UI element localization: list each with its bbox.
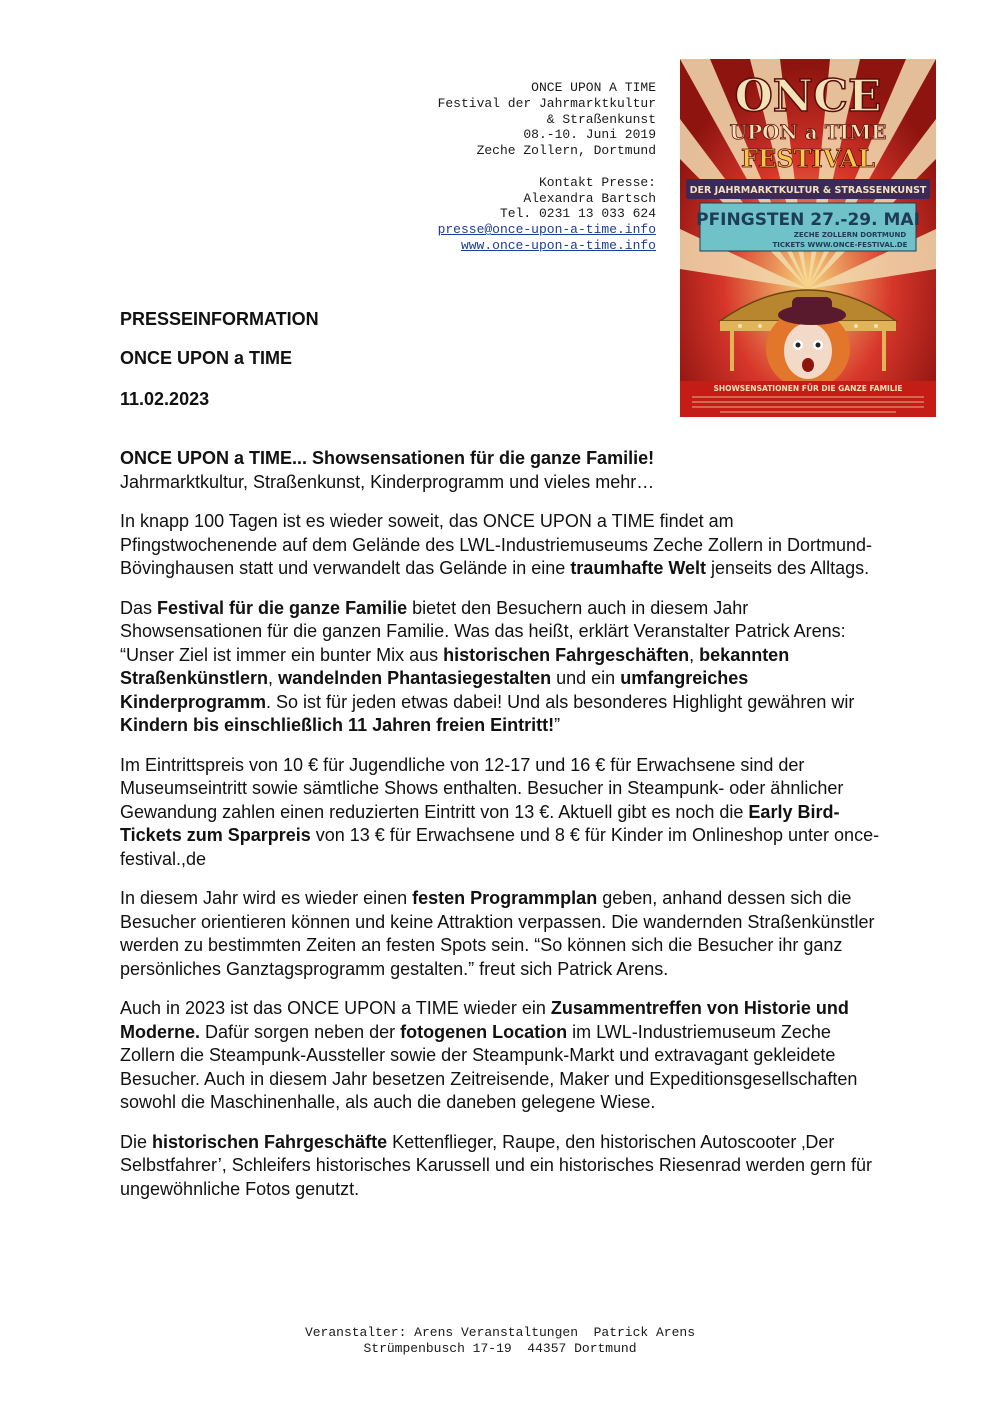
text: , xyxy=(689,644,700,665)
emphasis: festen Programmplan xyxy=(412,888,598,908)
intro-subtitle: Jahrmarktkultur, Straßenkunst, Kinderprogramm und vieles mehr… xyxy=(120,471,655,492)
emphasis: traumhafte Welt xyxy=(570,558,706,578)
poster-banner: DER JAHRMARKTKULTUR & STRASSENKUNST xyxy=(689,185,927,196)
contact-block xyxy=(380,80,656,254)
emphasis: Kindern bis einschließlich 11 Jahren freien Eintritt! xyxy=(120,715,555,735)
spacer xyxy=(380,159,656,175)
poster-tickets: TICKETS WWW.ONCE-FESTIVAL.DE xyxy=(772,241,908,249)
emphasis: historischen Fahrgeschäfte xyxy=(152,1131,388,1152)
intro-title: ONCE UPON a TIME... Showsensationen für die ganze Familie! xyxy=(120,448,655,468)
poster-artwork xyxy=(680,59,936,417)
paragraph-6 xyxy=(120,1131,890,1202)
text: . So ist für jeden etwas dabei! Und als besonderes Highlight gewähren wir xyxy=(266,691,855,712)
press-contact-label: Kontakt Presse: xyxy=(538,174,656,190)
text: Die xyxy=(120,1131,153,1152)
event-heading: ONCE UPON a TIME xyxy=(120,348,293,368)
poster-bottom-tagline: SHOWSENSATIONEN FÜR DIE GANZE FAMILIE xyxy=(713,384,903,393)
emphasis: Zusammentreffen von Historie und Moderne. xyxy=(120,998,849,1042)
text: geben, anhand dessen sich die Besucher orientieren können und keine Attraktion verpassen. Die wandernden Straßenkünstler werden zu bestimmten Zeiten an festen Spots sein. “So können sich die Besucher ihr ganz persönliches Ganztagsprogramm gestalten.” freut sich Patrick Arens. xyxy=(120,888,875,979)
press-phone: Tel. 0231 13 033 624 xyxy=(499,206,656,222)
press-contact-name: Alexandra Bartsch xyxy=(523,190,656,206)
emphasis: Festival für die ganze Familie xyxy=(157,597,408,618)
emphasis: wandelnden Phantasiegestalten xyxy=(278,668,552,688)
intro xyxy=(120,447,890,494)
text: jenseits des Alltags. xyxy=(706,558,870,578)
text: Dafür sorgen neben der xyxy=(200,1021,401,1042)
text: , xyxy=(268,668,279,688)
text: und ein xyxy=(551,668,621,688)
text: Das xyxy=(120,597,158,618)
text: Im Eintrittspreis von 10 € für Jugendliche von 12-17 und 16 € für Erwachsene sind der Museumseintritt sowie sämtliche Shows enthalten. Besucher in Steampunk- oder ähnlicher Gewandung zahlen einen reduzierten Eintritt von 13 €. Aktuell gibt es noch die xyxy=(120,754,844,822)
text: im LWL-Industriemuseum Zeche Zollern die Steampunk-Aussteller sowie der Steampunk-Markt und extravagant gekleidete Besucher. Auch in diesem Jahr besetzen Zeitreisende, Maker und Expeditionsgesellschaften sowohl die Maschinenhalle, als auch die daneben gelegene Wiese. xyxy=(120,1021,858,1112)
text: Auch in 2023 ist das ONCE UPON a TIME wieder ein xyxy=(120,998,551,1018)
emphasis: fotogenen Location xyxy=(400,1021,568,1042)
press-info-heading: PRESSEINFORMATION xyxy=(120,309,319,329)
contact-line: 08.-10. Juni 2019 xyxy=(523,127,656,143)
poster-venue: ZECHE ZOLLERN DORTMUND xyxy=(793,231,907,239)
text: ” xyxy=(554,715,561,735)
text: In diesem Jahr wird es wieder einen xyxy=(120,888,413,908)
text: In knapp 100 Tagen ist es wieder soweit, das ONCE UPON a TIME findet am Pfingstwochenende auf dem Gelände des LWL-Industriemuseums Zeche Zollern in Dortmund-Bövinghausen statt und verwandelt das Gelände in eine xyxy=(120,511,873,578)
contact-line: ONCE UPON A TIME xyxy=(531,80,656,95)
emphasis: bekannten Straßenkünstlern xyxy=(120,644,790,688)
press-release-body xyxy=(120,447,890,1217)
text: Kettenflieger, Raupe, den historischen Autoscooter ‚Der Selbstfahrer’, Schleifers historisches Karussell und ein historisches Riesenrad werden gern für ungewöhnliche Fotos genutzt. xyxy=(120,1131,873,1199)
paragraph-4 xyxy=(120,887,890,981)
poster-festival: FESTIVAL xyxy=(740,144,876,173)
festival-poster xyxy=(680,59,936,417)
emphasis: historischen Fahrgeschäften xyxy=(443,644,690,665)
text: von 13 € für Erwachsene und 8 € für Kinder im Onlineshop unter once-festival.,de xyxy=(120,825,880,869)
contact-line: Zeche Zollern, Dortmund xyxy=(476,143,656,159)
paragraph-3 xyxy=(120,754,890,872)
text: bietet den Besuchern auch in diesem Jahr Showsensationen für die ganzen Familie. Was das heißt, erklärt Veranstalter Patrick Arens: “Unser Ziel ist immer ein bunter Mix aus xyxy=(120,597,846,665)
website-link[interactable]: www.once-upon-a-time.info xyxy=(460,237,656,253)
date-heading: 11.02.2023 xyxy=(120,389,210,409)
footer xyxy=(0,1325,1000,1356)
poster-title: ONCE xyxy=(734,71,882,122)
paragraph-1 xyxy=(120,510,890,581)
emphasis: umfangreiches Kinderprogramm xyxy=(120,668,749,712)
press-email-link[interactable]: presse@once-upon-a-time.info xyxy=(437,222,656,238)
poster-dates: PFINGSTEN 27.-29. MAI xyxy=(696,210,920,230)
poster-subtitle: UPON a TIME xyxy=(729,120,887,144)
emphasis: Early Bird-Tickets zum Sparpreis xyxy=(120,801,840,845)
paragraph-5 xyxy=(120,997,890,1115)
contact-line: & Straßenkunst xyxy=(546,111,656,127)
paragraph-2 xyxy=(120,597,890,738)
footer-organizer: Veranstalter: Arens Veranstaltungen Patrick Arens xyxy=(304,1325,696,1340)
footer-address: Strümpenbusch 17-19 44357 Dortmund xyxy=(363,1340,637,1356)
contact-line: Festival der Jahrmarktkultur xyxy=(437,95,656,111)
